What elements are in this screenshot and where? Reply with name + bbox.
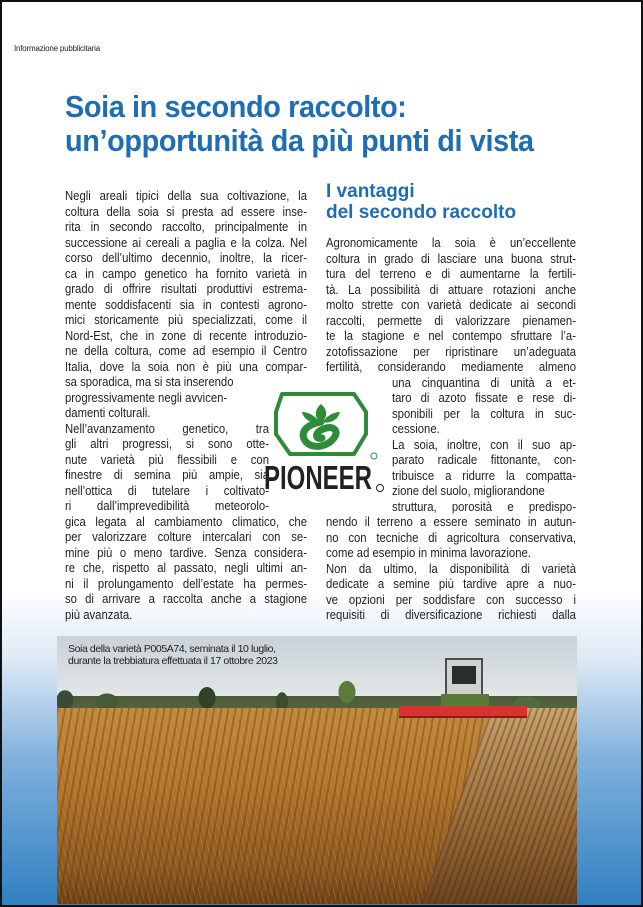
text-line: progressivamente negli avvicen- (65, 389, 228, 405)
text-line: ca in campo genetico ha fornito varietà in (65, 265, 307, 281)
text-line: cessione. (392, 421, 440, 436)
text-line: ne della coltura, come ad esempio il Centro (65, 343, 307, 358)
text-line: mine più o meno tardive. Senza considera- (65, 544, 307, 560)
text-line: mente soddisfacenti sia in contesti agrono- (65, 296, 307, 312)
text-line: tura del terreno e di aumentarne la fertili- (326, 266, 576, 281)
text-line: te la stagione e nel contempo sfruttare l’a- (326, 328, 576, 343)
text-line: zotofissazione per ripristinare un’adeguata (326, 343, 576, 359)
text-line: La soia, inoltre, con il suo ap- (392, 436, 576, 452)
text-line: no con tecniche di agricoltura conservativa, (326, 529, 576, 545)
title-line-2: un’opportunità da più punti di vista (65, 123, 534, 158)
pioneer-emblem-icon (262, 390, 386, 496)
section-heading-line-2: del secondo raccolto (326, 202, 517, 223)
photo-caption (68, 643, 278, 667)
text-line: coltura in grado di lasciare una buona strut- (326, 250, 576, 266)
text-line: struttura, porosità e predispo- (392, 498, 576, 514)
text-line: fertilità, considerando mediamente almeno (326, 359, 576, 374)
text-line: più avanzata. (65, 606, 133, 622)
article-title (65, 90, 534, 158)
text-line: coltura della soia si presta ad essere inse- (65, 203, 307, 219)
text-line: rita in secondo raccolto, principalmente in (65, 219, 307, 234)
text-line: mici storicamente più specializzati, come il (65, 312, 307, 327)
text-line: dedicate a semine più tardive apre a nuo- (326, 576, 576, 591)
combine-harvester (419, 658, 509, 718)
text-line: successione ai cereali a paglia e la colza. Nel (65, 234, 307, 250)
text-line: Italia, dove la soia non è più una compar- (65, 358, 307, 374)
section-heading (326, 181, 516, 223)
text-line: raccolti, permette di valorizzare pienamen- (326, 312, 576, 328)
pioneer-logo (262, 390, 386, 496)
text-line: Nord-Est, che in zone di recente introduzio- (65, 327, 307, 343)
advertorial-label: Informazione pubblicitaria (14, 44, 100, 53)
section-heading-line-1: I vantaggi (326, 181, 415, 202)
text-line: Nell’avanzamento genetico, tra (65, 420, 269, 436)
title-line-1: Soia in secondo raccolto: (65, 89, 407, 124)
text-line: sponibili per la coltura in suc- (392, 405, 576, 421)
text-line: nendo il terreno a essere seminato in autun- (326, 514, 576, 529)
caption-line-2: durante la trebbiatura effettuata il 17 ottobre 2023 (68, 655, 278, 667)
text-line: damenti colturali. (65, 405, 151, 420)
text-line: so di arrivare a raccolta anche a stagione (65, 591, 307, 606)
pioneer-wordmark: PIONEER (264, 459, 373, 496)
text-line: ve opzioni per soddisfare con successo i (326, 591, 576, 607)
text-line: nell’ottica di tutelare i coltivato- (65, 482, 269, 498)
text-line: corso dell’ultimo decennio, inoltre, la ricer- (65, 250, 307, 265)
text-line: come ad esempio in minima lavorazione. (326, 545, 531, 560)
text-line: sa sporadica, ma si sta inserendo (65, 374, 234, 389)
text-line: finestre di semina più ampie, sia (65, 467, 269, 482)
text-line: parato radicale fittonante, con- (392, 452, 576, 467)
text-line: tà. La possibilità di attuare rotazioni anche (326, 281, 576, 297)
text-line: grado di offrire risultati produttivi estrema- (65, 281, 307, 296)
text-line: una cinquantina di unità a et- (392, 374, 576, 390)
text-line: nute varietà più flessibili e con (65, 451, 269, 467)
text-line: tribuisce a ridurre la compatta- (392, 467, 576, 483)
text-line: zione del suolo, migliorandone (392, 483, 545, 498)
text-line: per valorizzare colture intercalari con se- (65, 529, 307, 544)
harvest-photo (57, 636, 577, 904)
text-line: Agronomicamente la soia è un’eccellente (326, 235, 576, 250)
text-line: taro di azoto fissate e rese di- (392, 390, 576, 405)
text-line: requisiti di diversificazione richiesti dalla (326, 607, 576, 622)
caption-line-1: Soia della varietà P005A74, seminata il 10 luglio, (68, 643, 276, 655)
text-line: Negli areali tipici della sua coltivazione, la (65, 188, 307, 203)
text-line: gli altri progressi, si sono otte- (65, 436, 269, 451)
text-line: Non da ultimo, la disponibilità di varietà (326, 560, 576, 576)
text-line: molto strette con varietà dedicate ai secondi (326, 297, 576, 312)
text-line: gica legata al cambiamento climatico, che (65, 513, 307, 529)
text-line: ri dall’imprevedibilità meteorolo- (65, 498, 269, 513)
text-line: ni il prolungamento dell’estate ha permes- (65, 575, 307, 591)
text-line: re che, rispetto al passato, negli ultimi an- (65, 560, 307, 575)
